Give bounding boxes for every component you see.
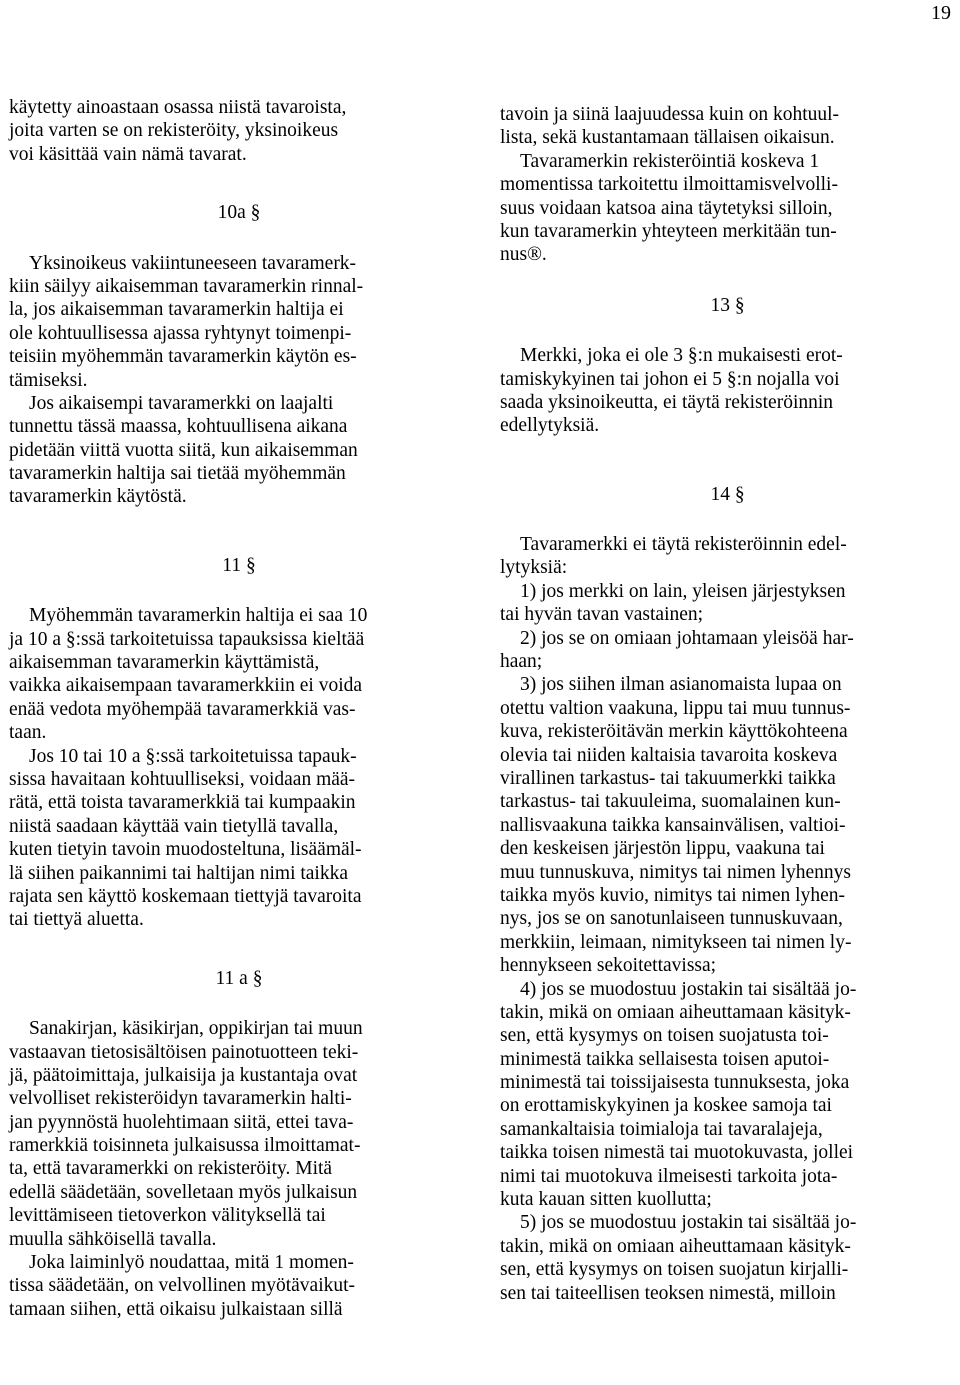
text-line: kuten tietyin tavoin muodosteltuna, lisäämäl-: [9, 839, 362, 861]
text-line: levittämiseen tietoverkon välityksellä tai: [9, 1205, 326, 1227]
text-line: Yksinoikeus vakiintuneeseen tavaramerk-: [29, 252, 357, 274]
text-line: otettu valtion vaakuna, lippu tai muu tunnus-: [500, 697, 851, 719]
text-line: tissa säädetään, on velvollinen myötävaikut-: [9, 1275, 356, 1297]
text-line: muulla sähköisellä tavalla.: [9, 1228, 217, 1250]
text-line: kuta kauan sitten kuollutta;: [500, 1189, 712, 1211]
text-line: enää vedota myöhempää tavaramerkkiä vas-: [9, 698, 356, 720]
text-line: tavaramerkin käytöstä.: [9, 486, 187, 508]
text-line: sissa havaitaan kohtuulliseksi, voidaan mää-: [9, 768, 356, 790]
text-line: olevia tai niiden kaltaisia tavaroita koskeva: [500, 744, 838, 766]
text-line: taikka myös kuvio, nimitys tai nimen lyhen-: [500, 884, 846, 906]
text-line: minimestä tai toissijaisesta tunnuksesta, joka: [500, 1072, 850, 1094]
paragraph-gap: [9, 166, 469, 201]
text-line: tämiseksi.: [9, 369, 88, 391]
text-line: vastaavan tietosisältöisen painotuotteen teki-: [9, 1041, 359, 1063]
text-line: Merkki, joka ei ole 3 §:n mukaisesti erot-: [520, 345, 843, 367]
text-line: kuva, rekisteröitävän merkin käyttökohteena: [500, 721, 848, 743]
text-line: lista, sekä kustantamaan tällaisen oikaisun.: [500, 127, 835, 149]
section-heading: 13 §: [710, 294, 745, 316]
paragraph-gap: [500, 317, 955, 344]
section-heading: 11 a §: [215, 967, 263, 989]
text-line: sen, että kysymys on toisen suojatusta toi-: [500, 1025, 829, 1047]
paragraph-gap: [9, 577, 469, 604]
text-line: sen, että kysymys on toisen suojatun kirjalli-: [500, 1259, 849, 1281]
text-line: Joka laiminlyö noudattaa, mitä 1 momen-: [29, 1252, 354, 1274]
paragraph-gap: [9, 225, 469, 252]
text-line: kun tavaramerkin yhteyteen merkitään tun-: [500, 220, 837, 242]
text-line: takin, mikä on omiaan aiheuttamaan käsityk-: [500, 1235, 851, 1257]
text-line: muu tunnuskuva, nimitys tai nimen lyhennys: [500, 861, 851, 883]
text-line: voi käsittää vain nämä tavarat.: [9, 143, 247, 165]
page-number: 19: [931, 2, 951, 24]
text-line: tamiskykyinen tai johon ei 5 §:n nojalla voi: [500, 368, 840, 390]
text-line: nus®.: [500, 244, 547, 266]
text-line: nallisvaakuna taikka kansainvälisen, valtioi-: [500, 814, 846, 836]
text-line: 2) jos se on omiaan johtamaan yleisöä har-: [520, 627, 854, 649]
text-line: Jos aikaisempi tavaramerkki on laajalti: [29, 392, 334, 414]
text-line: rajata sen käyttö koskemaan tiettyjä tavaroita: [9, 885, 362, 907]
text-line: den keskeisen järjestön lippu, vaakuna tai: [500, 838, 825, 860]
text-line: Sanakirjan, käsikirjan, oppikirjan tai muun: [29, 1018, 363, 1040]
section-heading: 14 §: [710, 483, 745, 505]
text-line: suus voidaan katsoa aina täytetyksi silloin,: [500, 197, 833, 219]
text-line: taikka toisen nimestä tai muotokuvasta, jollei: [500, 1142, 854, 1164]
text-line: teisiin myöhemmän tavaramerkin käytön es-: [9, 346, 357, 368]
text-line: samankaltaisia toimialoja tai tavaralajeja,: [500, 1118, 823, 1140]
text-line: merkkiin, leimaan, nimitykseen tai nimen ly-: [500, 931, 852, 953]
text-line: hennykseen sekoitettavissa;: [500, 955, 717, 977]
text-line: lytyksiä:: [500, 557, 568, 579]
left-column: [9, 96, 469, 1321]
text-line: tavoin ja siinä laajuudessa kuin on kohtuul-: [500, 104, 840, 125]
text-line: virallinen tarkastus- tai takuumerkki taikka: [500, 767, 836, 789]
text-line: ta, että tavaramerkki on rekisteröity. Mitä: [9, 1158, 333, 1180]
text-line: on erottamiskykyinen ja koskee samoja tai: [500, 1095, 832, 1117]
text-line: ja 10 a §:ssä tarkoitetuissa tapauksissa kieltää: [9, 628, 365, 650]
text-line: la, jos aikaisemman tavaramerkin haltija ei: [9, 299, 344, 321]
section-heading: 11 §: [222, 554, 256, 576]
text-line: tamaan siihen, että oikaisu julkaistaan sillä: [9, 1298, 343, 1320]
text-line: joita varten se on rekisteröity, yksinoikeus: [9, 120, 339, 142]
text-line: lä siihen paikannimi tai haltijan nimi taikka: [9, 862, 349, 884]
text-line: edellä säädetään, sovelletaan myös julkaisun: [9, 1181, 358, 1203]
text-line: pidetään viittä vuotta siitä, kun aikaisemman: [9, 439, 358, 461]
text-line: velvolliset rekisteröidyn tavaramerkin halti-: [9, 1088, 352, 1110]
text-line: 1) jos merkki on lain, yleisen järjestyksen: [520, 580, 846, 602]
text-line: jä, päätoimittaja, julkaisija ja kustantaja ovat: [9, 1064, 358, 1086]
text-line: 5) jos se muodostuu jostakin tai sisältää jo-: [520, 1212, 857, 1234]
text-line: tarkastus- tai takuuleima, suomalainen kun-: [500, 791, 841, 813]
paragraph-gap: [500, 506, 955, 533]
text-line: edellytyksiä.: [500, 415, 600, 437]
right-column: [500, 103, 955, 1305]
section-heading: 10a §: [217, 202, 261, 224]
text-line: jan pyynnöstä huolehtimaan siitä, ettei tava-: [9, 1111, 354, 1133]
text-line: Tavaramerkin rekisteröintiä koskeva 1: [520, 150, 820, 172]
paragraph-gap: [9, 932, 469, 967]
text-line: Tavaramerkki ei täytä rekisteröinnin edel-: [520, 534, 847, 556]
text-line: tai tiettyä aluetta.: [9, 909, 144, 931]
text-line: Jos 10 tai 10 a §:ssä tarkoitetuissa tapauk-: [29, 745, 357, 767]
text-line: 3) jos siihen ilman asianomaista lupaa on: [520, 674, 842, 696]
text-line: tai hyvän tavan vastainen;: [500, 604, 704, 626]
text-line: takin, mikä on omiaan aiheuttamaan käsityk-: [500, 1001, 851, 1023]
text-line: haan;: [500, 651, 543, 673]
text-line: niistä saadaan käyttää vain tietyllä tavalla,: [9, 815, 339, 837]
text-line: nys, jos se on sanotunlaiseen tunnuskuvaan,: [500, 908, 843, 930]
text-line: sen tai taiteellisen teoksen nimestä, milloin: [500, 1282, 836, 1304]
text-line: aikaisemman tavaramerkin käyttämistä,: [9, 652, 320, 674]
text-line: taan.: [9, 722, 47, 744]
text-line: käytetty ainoastaan osassa niistä tavaroista,: [9, 97, 347, 118]
paragraph-gap: [500, 267, 955, 294]
text-line: ole kohtuullisessa ajassa ryhtynyt toimenpi-: [9, 322, 352, 344]
text-line: 4) jos se muodostuu jostakin tai sisältää jo-: [520, 978, 857, 1000]
paragraph-gap: [9, 509, 469, 554]
text-line: ramerkkiä toisinneta julkaisussa ilmoittamat-: [9, 1135, 361, 1157]
text-line: nimi tai muotokuva ilmeisesti tarkoita jota-: [500, 1165, 838, 1187]
text-line: Myöhemmän tavaramerkin haltija ei saa 10: [29, 605, 368, 627]
paragraph-gap: [9, 990, 469, 1017]
text-line: saada yksinoikeutta, ei täytä rekisteröinnin: [500, 391, 834, 413]
text-line: minimestä taikka sellaisesta toisen aputoi-: [500, 1048, 830, 1070]
text-line: kiin säilyy aikaisemman tavaramerkin rinnal-: [9, 275, 364, 297]
text-line: momentissa tarkoitettu ilmoittamisvelvolli-: [500, 174, 838, 196]
text-line: tavaramerkin haltija sai tietää myöhemmän: [9, 463, 346, 485]
paragraph-gap: [500, 438, 955, 483]
text-line: tunnettu tässä maassa, kohtuullisena aikana: [9, 416, 348, 438]
text-line: rätä, että toista tavaramerkkiä tai kumpaakin: [9, 792, 356, 814]
text-line: vaikka aikaisempaan tavaramerkkiin ei voida: [9, 675, 363, 697]
